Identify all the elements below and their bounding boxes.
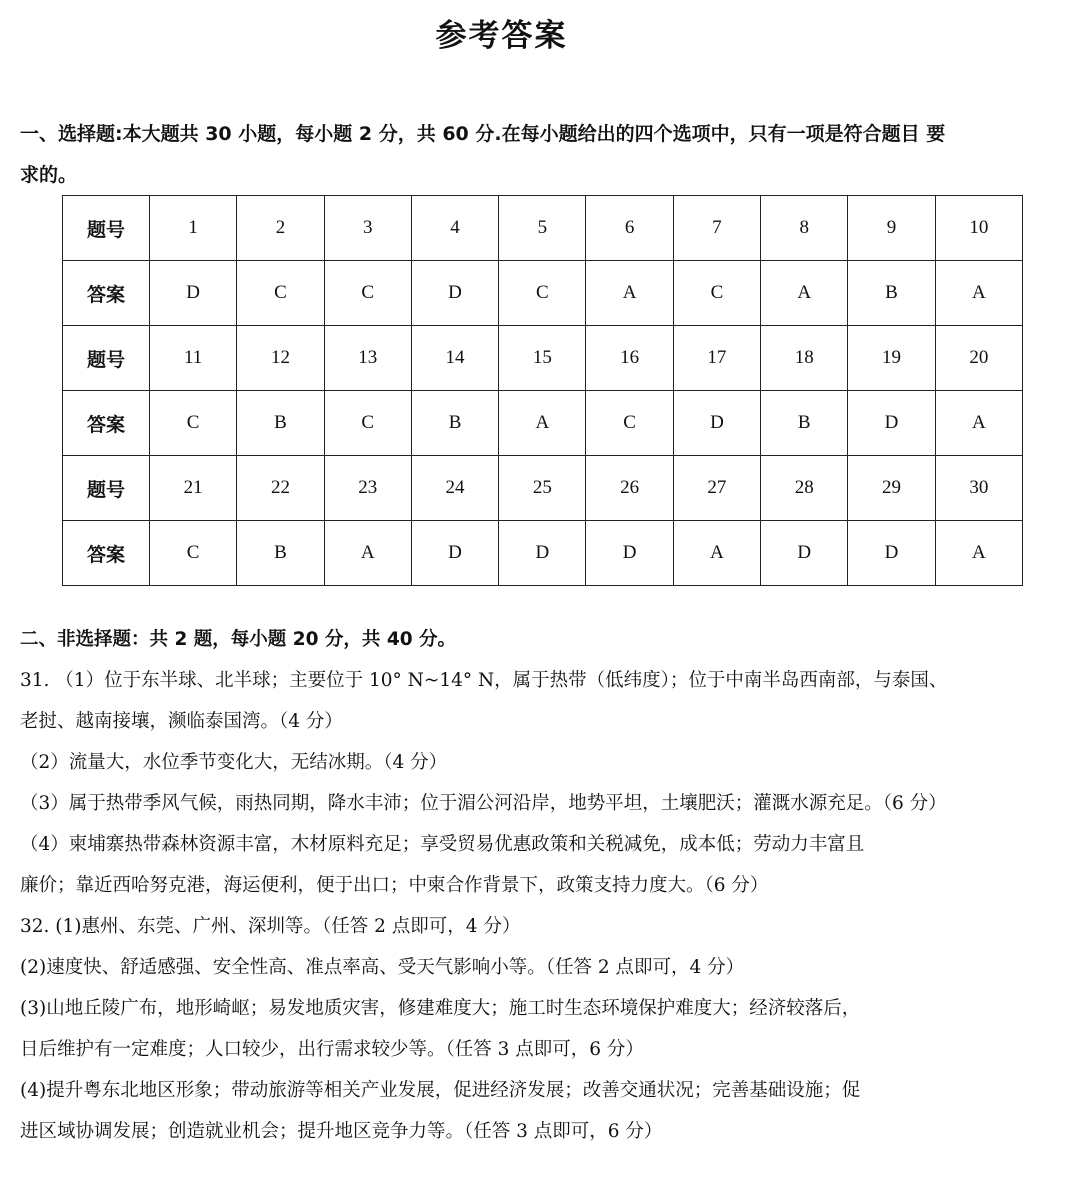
answer-text-line: (3)山地丘陵广布，地形崎岖；易发地质灾害，修建难度大；施工时生态环境保护难度大；经济较落后，	[20, 998, 861, 1019]
answer-text-line: 日后维护有一定难度；人口较少，出行需求较少等。（任答 3 点即可，6 分）	[20, 1039, 644, 1060]
answer-cell: D	[848, 391, 935, 456]
question-number-cell: 1	[150, 196, 237, 261]
question-number-row	[63, 326, 1023, 391]
answer-cell: A	[935, 261, 1022, 326]
question-number-cell: 16	[586, 326, 673, 391]
question-number-cell: 17	[673, 326, 760, 391]
answer-text-line: （4）柬埔寨热带森林资源丰富，木材原料充足；享受贸易优惠政策和关税减免，成本低；劳动力丰富且	[20, 834, 865, 855]
question-number-cell: 4	[411, 196, 498, 261]
question-number-label: 题号	[63, 196, 150, 261]
question-number-cell: 29	[848, 456, 935, 521]
question-number-cell: 13	[324, 326, 411, 391]
question-number-cell: 28	[761, 456, 848, 521]
answer-text-line: 32. (1)惠州、东莞、广州、深圳等。（任答 2 点即可，4 分）	[20, 916, 521, 937]
question-number-cell: 2	[237, 196, 324, 261]
answer-cell: B	[237, 391, 324, 456]
question-number-cell: 15	[499, 326, 586, 391]
answer-table	[62, 195, 1023, 586]
answer-cell: A	[673, 521, 760, 586]
answer-cell: B	[848, 261, 935, 326]
question-number-row	[63, 196, 1023, 261]
question-number-cell: 6	[586, 196, 673, 261]
answer-cell: C	[499, 261, 586, 326]
answer-cell: D	[411, 521, 498, 586]
answer-cell: C	[324, 391, 411, 456]
answer-cell: A	[935, 521, 1022, 586]
question-number-label: 题号	[63, 326, 150, 391]
page-title: 参考答案	[435, 18, 568, 54]
question-number-row	[63, 456, 1023, 521]
answer-cell: C	[324, 261, 411, 326]
answer-cell: B	[761, 391, 848, 456]
answer-cell: D	[499, 521, 586, 586]
answer-cell: B	[237, 521, 324, 586]
answer-cell: A	[499, 391, 586, 456]
answer-cell: B	[411, 391, 498, 456]
question-number-cell: 24	[411, 456, 498, 521]
question-number-cell: 20	[935, 326, 1022, 391]
question-number-cell: 26	[586, 456, 673, 521]
answer-row	[63, 391, 1023, 456]
answer-row	[63, 521, 1023, 586]
answer-text-line: 老挝、越南接壤，濒临泰国湾。（4 分）	[20, 711, 343, 732]
answer-cell: D	[150, 261, 237, 326]
answer-cell: C	[150, 521, 237, 586]
answer-text-line: 31. （1）位于东半球、北半球；主要位于 10° N~14° N，属于热带（低纬度）；位于中南半岛西南部，与泰国、	[20, 670, 948, 691]
question-number-cell: 22	[237, 456, 324, 521]
answer-cell: C	[237, 261, 324, 326]
answer-cell: D	[586, 521, 673, 586]
question-number-cell: 18	[761, 326, 848, 391]
answer-text-line: 进区域协调发展；创造就业机会；提升地区竞争力等。（任答 3 点即可，6 分）	[20, 1121, 663, 1142]
question-number-cell: 7	[673, 196, 760, 261]
answer-cell: A	[761, 261, 848, 326]
question-number-cell: 19	[848, 326, 935, 391]
answer-text-line: （2）流量大，水位季节变化大，无结冰期。（4 分）	[20, 752, 448, 773]
answer-text-line: (4)提升粤东北地区形象；带动旅游等相关产业发展，促进经济发展；改善交通状况；完善基础设施；促	[20, 1080, 861, 1101]
question-number-cell: 14	[411, 326, 498, 391]
answer-label: 答案	[63, 261, 150, 326]
answer-label: 答案	[63, 521, 150, 586]
question-number-cell: 27	[673, 456, 760, 521]
section1-heading	[20, 114, 1070, 196]
question-number-cell: 9	[848, 196, 935, 261]
question-number-cell: 11	[150, 326, 237, 391]
answer-cell: C	[586, 391, 673, 456]
question-number-cell: 21	[150, 456, 237, 521]
answer-text-line: (2)速度快、舒适感强、安全性高、准点率高、受天气影响小等。（任答 2 点即可，4 分）	[20, 957, 745, 978]
answer-cell: D	[848, 521, 935, 586]
answer-cell: D	[673, 391, 760, 456]
section2-heading: 二、非选择题：共 2 题，每小题 20 分，共 40 分。	[20, 629, 457, 650]
answer-text-line: （3）属于热带季风气候，雨热同期，降水丰沛；位于湄公河沿岸，地势平坦，土壤肥沃；灌溉水源充足。（6 分）	[20, 793, 947, 814]
answer-label: 答案	[63, 391, 150, 456]
answer-cell: C	[673, 261, 760, 326]
question-number-cell: 10	[935, 196, 1022, 261]
answer-row	[63, 261, 1023, 326]
answer-cell: D	[761, 521, 848, 586]
answer-cell: A	[586, 261, 673, 326]
section2-answers	[20, 660, 1065, 1152]
question-number-cell: 23	[324, 456, 411, 521]
answer-cell: A	[935, 391, 1022, 456]
section1-heading-line1: 一、选择题:本大题共 30 小题，每小题 2 分，共 60 分.在每小题给出的四个选项中，只有一项是符合题目 要	[20, 123, 946, 145]
question-number-cell: 8	[761, 196, 848, 261]
section1-heading-line2: 求的。	[20, 164, 78, 186]
question-number-cell: 5	[499, 196, 586, 261]
question-number-cell: 12	[237, 326, 324, 391]
answer-cell: D	[411, 261, 498, 326]
question-number-cell: 3	[324, 196, 411, 261]
answer-text-line: 廉价；靠近西哈努克港，海运便利，便于出口；中柬合作背景下，政策支持力度大。（6 分）	[20, 875, 769, 896]
question-number-label: 题号	[63, 456, 150, 521]
question-number-cell: 25	[499, 456, 586, 521]
answer-cell: C	[150, 391, 237, 456]
answer-cell: A	[324, 521, 411, 586]
question-number-cell: 30	[935, 456, 1022, 521]
